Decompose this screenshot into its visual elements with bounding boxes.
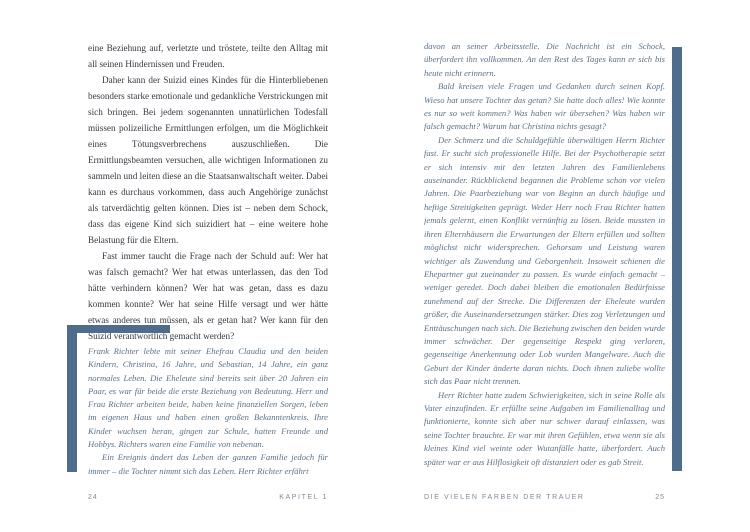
right-page xyxy=(424,0,665,532)
body-paragraph: Daher kann der Suizid eines Kindes für die Hinterbliebenen besonders starke emotionale und gedankliche Verstrickungen mit sich bringen. Bei jedem sogenannten unnatürlichen Todesfall müssen polizeiliche Ermittlungen erfolgen, um die Möglichkeit eines Tötungsverbrechens auszuschließen. Die Ermittlungsbeamten versuchen, alle wichtigen Informationen zu sammeln und leiten diese an die Staatsanwaltschaft weiter. Dabei kann es durchaus vorkommen, dass auch Angehörige zunächst als tatverdächtig gelten können. Dies ist – neben dem Schock, dass das eigene Kind sich suizidiert hat – eine weitere hohe Belastung für die Eltern. xyxy=(88,75,328,245)
quote-close-bracket xyxy=(672,47,682,471)
chapter-label: KAPITEL 1 xyxy=(279,494,328,501)
quote-paragraph: Ein Ereignis ändert das Leben der ganzen Familie jedoch für immer – die Tochter nimmt sich das Leben. Herr Richter erfährt xyxy=(88,452,328,475)
quote-paragraph: Bald kreisen viele Fragen und Gedanken durch seinen Kopf. Wieso hat unsere Tochter das getan? Sie hatte doch alles! Wie konnte es nur so weit kommen? Was haben wir übersehen? Was haben wir falsch gemacht? Warum hat Christina nichts gesagt? xyxy=(424,81,665,132)
quote-paragraph: Herr Richter hatte zudem Schwierigkeiten, sich in seine Rolle als Vater einzufinden. Er erfüllte seine Aufgaben im Familienalltag und funktionierte, konnte sich aber nur schwer darauf einlassen, was seine Tochter brauchte. Er war mit ihren Gefühlen, etwa wenn sie als kleines Kind viel weinte oder Wutanfälle hatte, überfordert. Auch später war er aus Hilflosigkeit oft distanziert oder es gab Streit. xyxy=(424,389,665,467)
page-number: 25 xyxy=(655,494,665,501)
page-number: 24 xyxy=(88,494,98,501)
body-paragraph: eine Beziehung auf, verletzte und tröstete, teilte den Alltag mit all seinen Hindernissen und Freuden. xyxy=(88,43,328,69)
running-title: DIE VIELEN FARBEN DER TRAUER xyxy=(424,494,585,501)
quote-paragraph: Der Schmerz und die Schuldgefühle überwältigen Herrn Richter fast. Er sucht sich professionelle Hilfe. Bei der Psychotherapie setzt er sich intensiv mit den letzten Jahren des Familienlebens auseinander. Rückblickend begannen die Probleme schon vor vielen Jahren. Die Paarbeziehung war von Beginn an durch häufige und heftige Streitigkeiten geprägt. Weder Herr noch Frau Richter hatten jemals gelernt, einen Konflikt vernünftig zu lösen. Beide mussten in ihren Elternhäusern die Erwartungen der Eltern erfüllen und sollten möglichst nicht widersprechen. Gehorsam und Leistung waren wichtiger als Zuwendung und Geborgenheit. Insoweit schienen die Ehepartner gut zueinander zu passen. Es wurde einfach gemacht – weniger geredet. Doch dabei bleiben die emotionalen Bedürfnisse zunehmend auf der Strecke. Die Differenzen der Eheleute wurden größer, die Auseinandersetzungen stärker. Dies zog Verletzungen und Enttäuschungen nach sich. Die Beziehung zwischen den beiden wurde immer schwächer. Der gegenseitige Respekt ging verloren, gegenseitige Anerkennung oder Lob wurden Mangelware. Auch die Geburt der Kinder änderte daran nichts. Doch ihnen zuliebe wollte sich das Paar nicht trennen. xyxy=(424,134,665,387)
quote-paragraph: davon an seiner Arbeitsstelle. Die Nachricht ist ein Schock, überfordert ihn vollkommen. An den Rest des Tages kann er sich bis heute nicht erinnern. xyxy=(424,41,665,78)
quote-open-bracket xyxy=(67,325,170,472)
right-page-footer xyxy=(424,494,665,501)
left-page-footer xyxy=(88,494,328,501)
body-paragraph: Fast immer taucht die Frage nach der Schuld auf: Wer hat was falsch gemacht? Wer hat etwas unterlassen, das den Tod hätte verhindern können? Wer hat was getan, dass es dazu kommen konnte? Wer hat seine Hilfe versagt und wer hätte etwas anderes tun müssen, als er getan hat? Wer kann für den Suizid verantwortlich gemacht werden? xyxy=(88,251,328,341)
left-body-text xyxy=(88,40,328,344)
quote-paragraph: Frank Richter lebte mit seiner Ehefrau Claudia und den beiden Kindern, Christina, 16 Jahre, und Sebastian, 14 Jahre, ein ganz normales Leben. Die Eheleute sind bereits seit über 20 Jahren ein Paar, es war für beide die erste Beziehung von Bedeutung. Herr und Frau Richter arbeiten beide, haben keine finanziellen Sorgen, leben im eigenen Haus und haben einen großen Bekanntenkreis. Ihre Kinder wuchsen heran, gingen zur Schule, hatten Freunde und Hobbys. Richters waren eine Familie von nebenan. xyxy=(88,346,328,450)
case-study-quote-continued xyxy=(424,40,665,475)
